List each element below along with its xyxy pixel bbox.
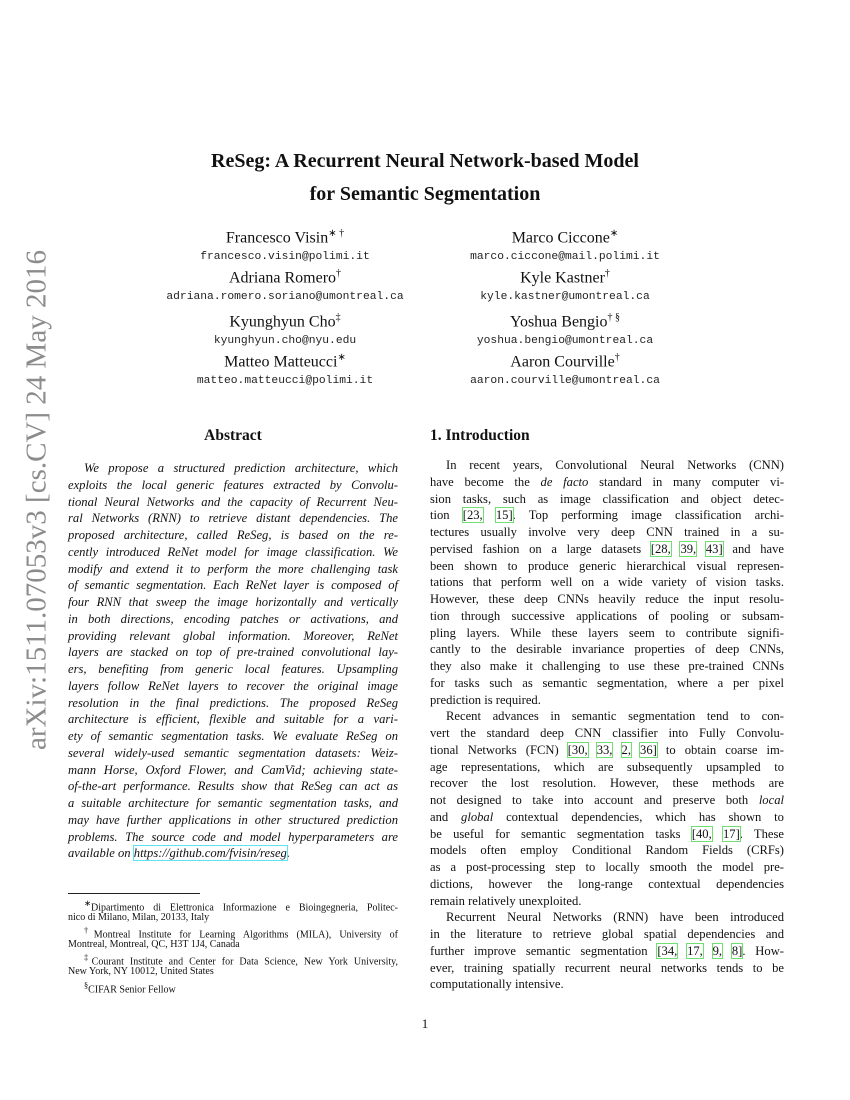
text-line: tations that perform well on a wide variety of vision tasks. bbox=[430, 575, 784, 590]
citation-link[interactable]: 17] bbox=[722, 826, 740, 841]
footnote-mark: ‡ bbox=[84, 953, 92, 963]
title-line-2: for Semantic Segmentation bbox=[309, 183, 541, 205]
citation-link[interactable]: 33, bbox=[596, 742, 613, 757]
text-span: have become the bbox=[430, 474, 541, 489]
text-line: We propose a structured prediction architecture, which bbox=[84, 461, 398, 475]
text-span bbox=[631, 743, 640, 757]
text-line bbox=[68, 951, 399, 968]
page-number: 1 bbox=[421, 1016, 429, 1031]
text-line bbox=[430, 507, 784, 524]
footnote-mark: § bbox=[84, 980, 89, 990]
text-line: cently introduced ReNet model for image classification. We bbox=[68, 544, 398, 559]
text-line: tional Neural Networks and the capacity of Recurrent Neu- bbox=[68, 494, 398, 509]
text-line: pling layers. While these layers seem to contribute signifi- bbox=[430, 625, 784, 640]
author bbox=[400, 348, 730, 390]
text-line: in both directions, encoding patches or activations, and bbox=[68, 611, 398, 626]
author-name: Yoshua Bengio† § bbox=[510, 312, 620, 331]
text-line: ers, benefiting from generic local features. Upsampling bbox=[68, 662, 398, 676]
arxiv-watermark: arXiv:1511.07053v3 [cs.CV] 24 May 2016 bbox=[20, 250, 53, 750]
text-line: vert the standard deep CNN classifier into Fully Convolu- bbox=[430, 726, 784, 740]
text-span bbox=[703, 944, 713, 958]
text-line: architecture is efficient, flexible and suitable for a vari- bbox=[68, 712, 398, 727]
text-line: for tasks such as semantic segmentation, where a per pixel bbox=[430, 675, 784, 690]
affiliation-marks: † bbox=[614, 352, 620, 363]
text-line: tectures usually involve very deep CNN trained in a su- bbox=[430, 525, 784, 539]
text-span: . These bbox=[739, 826, 784, 841]
text-span: . How- bbox=[742, 943, 784, 958]
text-span: Courant Institute and Center for Data Science, New York University, bbox=[91, 956, 399, 968]
text-line: in the literature to retrieve global spatial dependencies and bbox=[430, 927, 784, 941]
text-span: available on bbox=[68, 846, 134, 861]
text-line: ral Networks (RNN) to retrieve distant dependencies. The bbox=[68, 511, 398, 526]
text-span bbox=[696, 542, 706, 556]
text-line bbox=[430, 742, 784, 759]
author bbox=[400, 224, 730, 266]
footnote-mark: † bbox=[84, 926, 94, 936]
affiliation-marks: ‡ bbox=[335, 312, 341, 323]
text-line: exploits the local generic features extracted by Convolu- bbox=[68, 477, 398, 492]
author bbox=[400, 264, 730, 306]
author-email[interactable]: kyunghyun.cho@nyu.edu bbox=[213, 335, 357, 348]
affiliation-marks: ∗ bbox=[609, 228, 619, 239]
text-span: . Top performing image classification archi- bbox=[512, 508, 784, 523]
author-email[interactable]: kyle.kastner@umontreal.ca bbox=[480, 291, 650, 304]
text-span: de facto bbox=[540, 474, 589, 489]
text-span bbox=[722, 944, 732, 958]
text-line: a suitable architecture for semantic segmentation tasks, and bbox=[68, 796, 398, 810]
citation-link[interactable]: 2, bbox=[621, 742, 631, 757]
text-line bbox=[68, 924, 398, 941]
citation-link[interactable]: 39, bbox=[680, 541, 697, 556]
text-line: layers follow ReNet layers to recover the original image bbox=[68, 678, 398, 693]
section-heading-introduction: 1. Introduction bbox=[430, 427, 530, 444]
text-line: dictions, however the long-range contextual dependencies bbox=[430, 876, 784, 891]
title-line-1: ReSeg: A Recurrent Neural Network-based Model bbox=[211, 150, 639, 172]
author-name: Matteo Matteucci∗ bbox=[224, 352, 346, 371]
text-line: New York, NY 10012, United States bbox=[68, 965, 214, 977]
text-span: tion bbox=[430, 508, 463, 523]
text-line: as a post-processing step to locally smooth the model pre- bbox=[430, 860, 784, 874]
text-span bbox=[588, 743, 597, 757]
citation-link[interactable]: [30, bbox=[567, 742, 588, 757]
text-span: further improve semantic segmentation bbox=[430, 943, 658, 958]
author-name: Francesco Visin∗ † bbox=[225, 228, 345, 247]
text-line: sion tasks, such as image classification and object detec- bbox=[430, 491, 784, 506]
text-line: problems. The source code and model hyperparameters are bbox=[68, 829, 398, 844]
author-email[interactable]: francesco.visin@polimi.it bbox=[200, 251, 370, 264]
text-line bbox=[430, 943, 784, 960]
text-line: Recent advances in semantic segmentation tend to con- bbox=[446, 709, 784, 724]
text-line: prediction is required. bbox=[430, 692, 541, 707]
text-line: Recurrent Neural Networks (RNN) have been introduced bbox=[446, 910, 784, 925]
abstract-body bbox=[68, 460, 398, 862]
text-span: pervised fashion on a large datasets bbox=[430, 541, 651, 556]
author-email[interactable]: yoshua.bengio@umontreal.ca bbox=[476, 335, 654, 348]
citation-link[interactable]: 43] bbox=[705, 541, 723, 556]
footnote-rule bbox=[68, 893, 200, 894]
text-line: ever, training spatially recurrent neural networks tends to be bbox=[430, 960, 784, 975]
text-span: global bbox=[461, 809, 494, 824]
text-span: standard in many computer vi- bbox=[588, 474, 785, 489]
citation-link[interactable]: [23, bbox=[462, 508, 483, 523]
introduction-body bbox=[430, 457, 784, 993]
text-span: tional Networks (FCN) bbox=[430, 742, 568, 757]
text-line bbox=[430, 792, 784, 809]
text-span bbox=[712, 827, 723, 841]
text-line bbox=[430, 826, 784, 843]
affiliation-marks: ∗ † bbox=[328, 228, 345, 239]
text-line: of-the-art performance. Results show that ReSeg can act as bbox=[68, 779, 398, 794]
text-line: remain relatively unexploited. bbox=[430, 893, 582, 908]
text-line: cantly to the desirable invariance properties of deep CNNs, bbox=[430, 642, 784, 657]
text-line: several widely-used semantic segmentation datasets: Weiz- bbox=[68, 745, 398, 760]
affiliation-marks: ∗ bbox=[337, 352, 346, 363]
citation-link[interactable]: 9, bbox=[712, 943, 723, 958]
text-line: may have further applications in other structured prediction bbox=[68, 812, 398, 827]
text-line bbox=[430, 541, 784, 558]
text-span bbox=[677, 944, 687, 958]
citation-link[interactable]: 17, bbox=[687, 943, 703, 958]
text-line: of semantic segmentation. Each ReNet layer is composed of bbox=[68, 578, 398, 593]
author bbox=[400, 308, 730, 350]
text-line: However, these deep CNNs heavily reduce the input resolu- bbox=[430, 592, 784, 606]
text-line: layers are stacked on top of pre-trained convolutional lay- bbox=[68, 645, 398, 660]
citation-link[interactable]: 36] bbox=[640, 742, 657, 757]
affiliation-marks: † bbox=[336, 268, 342, 279]
affiliation-marks: † bbox=[604, 268, 610, 279]
text-line: providing relevant global information. Moreover, ReNet bbox=[68, 628, 398, 643]
text-line: Montreal, Montreal, QC, H3T 1J4, Canada bbox=[68, 938, 240, 950]
text-span: local bbox=[758, 793, 784, 807]
citation-link[interactable]: [40, bbox=[691, 826, 712, 841]
text-span: be useful for semantic segmentation tasks bbox=[430, 826, 692, 841]
text-span: Dipartimento di Elettronica Informazione e Bioingegneria, Politec- bbox=[90, 902, 398, 914]
text-line: proposed architecture, called ReSeg, is based on the re- bbox=[68, 528, 398, 542]
text-line: tion through successive applications of pooling or subsam- bbox=[430, 608, 784, 623]
text-span: contextual dependencies, which has shown to bbox=[493, 809, 784, 824]
author-name: Marco Ciccone∗ bbox=[511, 228, 619, 247]
author-name: Kyle Kastner† bbox=[520, 268, 610, 287]
text-line: models often employ Conditional Random Fields (CRFs) bbox=[430, 843, 784, 858]
text-span: and bbox=[430, 809, 462, 824]
text-line bbox=[68, 897, 398, 914]
text-line: nico di Milano, Milan, 20133, Italy bbox=[68, 911, 210, 923]
text-line bbox=[68, 979, 398, 993]
text-line: been shown to produce generic hierarchical visual represen- bbox=[430, 558, 784, 573]
text-line: computationally intensive. bbox=[430, 977, 564, 992]
text-line: resolution in the final predictions. The proposed ReSeg bbox=[68, 695, 398, 710]
abstract-heading: Abstract bbox=[204, 427, 262, 444]
text-line: modify and extend it to perform the more challenging task bbox=[68, 561, 398, 576]
citation-link[interactable]: [34, bbox=[657, 943, 678, 958]
text-line bbox=[68, 845, 398, 862]
author-email[interactable]: adriana.romero.soriano@umontreal.ca bbox=[166, 291, 404, 304]
text-span bbox=[671, 542, 681, 556]
text-line bbox=[430, 809, 784, 826]
text-span: Montreal Institute for Learning Algorithms (MILA), University of bbox=[93, 929, 398, 941]
affiliation-marks: † § bbox=[607, 312, 620, 323]
text-line: they also make it challenging to use these pre-trained CNNs bbox=[430, 659, 784, 673]
author-email[interactable]: marco.ciccone@mail.polimi.it bbox=[470, 251, 660, 264]
footnotes bbox=[68, 897, 399, 995]
text-span: to obtain coarse im- bbox=[656, 742, 784, 757]
author-email[interactable]: matteo.matteucci@polimi.it bbox=[196, 375, 374, 388]
author-name: Adriana Romero† bbox=[228, 268, 342, 287]
text-span: . bbox=[286, 846, 291, 861]
text-line: four RNN that sweep the image horizontally and vertically bbox=[68, 595, 398, 609]
citation-link[interactable]: 8] bbox=[731, 943, 743, 958]
text-span: CIFAR Senior Fellow bbox=[88, 983, 176, 995]
citation-link[interactable]: [28, bbox=[650, 541, 671, 556]
paper-title bbox=[0, 145, 850, 211]
text-line: In recent years, Convolutional Neural Networks (CNN) bbox=[446, 458, 784, 472]
footnote-mark: ∗ bbox=[84, 899, 91, 908]
author-email[interactable]: aaron.courville@umontreal.ca bbox=[470, 375, 660, 388]
url-link[interactable]: https://github.com/fvisin/reseg bbox=[133, 846, 287, 861]
text-line: ety of semantic segmentation tasks. We evaluate ReSeg on bbox=[68, 729, 398, 743]
text-span: and have bbox=[722, 541, 784, 556]
text-line: mann Horse, Oxford Flower, and CamVid; achieving state- bbox=[68, 762, 398, 777]
text-line: recover the lost resolution. However, these methods are bbox=[430, 776, 784, 791]
text-span: not designed to take into account and preserve both bbox=[430, 793, 759, 807]
author-name: Kyunghyun Cho‡ bbox=[229, 312, 341, 331]
text-span bbox=[612, 743, 621, 757]
author-name: Aaron Courville† bbox=[510, 352, 620, 371]
citation-link[interactable]: 15] bbox=[495, 508, 513, 523]
text-line: age representations, which are subsequently upsampled to bbox=[430, 759, 784, 774]
text-line bbox=[430, 474, 784, 491]
text-span bbox=[483, 508, 496, 522]
